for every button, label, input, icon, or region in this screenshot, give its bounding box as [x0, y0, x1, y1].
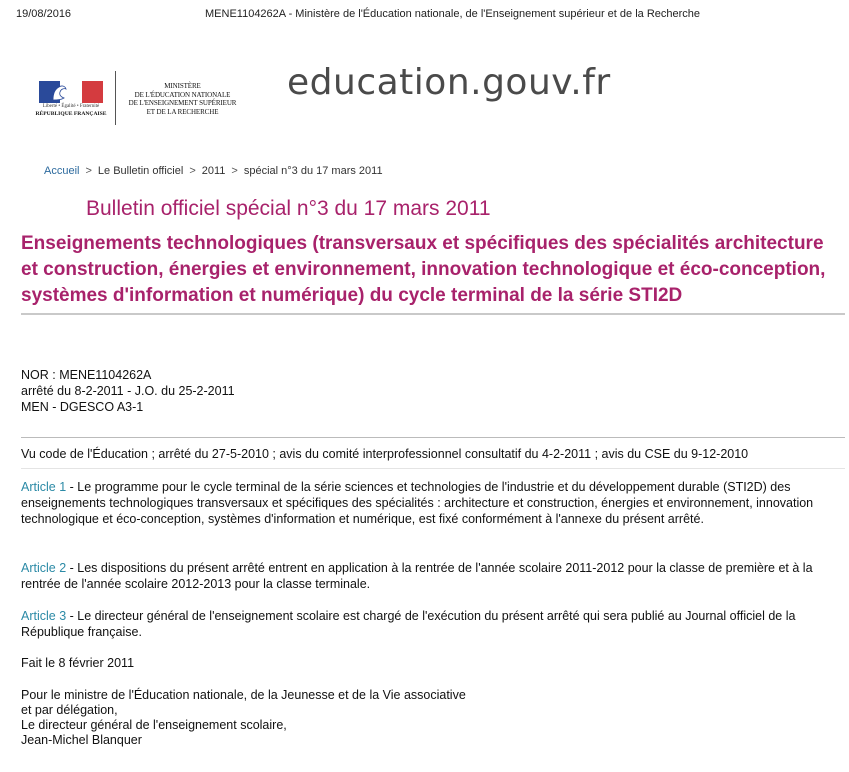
nor-block	[21, 367, 235, 415]
breadcrumb-separator: >	[231, 165, 238, 177]
page-title: Enseignements technologiques (transversaux et spécifiques des spécialités architecture et construction, énergies et environnement, innovation technologique et éco-conception, systèmes d'information et numérique) du cycle terminal de la série STI2D	[21, 231, 845, 315]
marianne-icon	[49, 82, 69, 102]
article-2-text: - Les dispositions du présent arrêté entrent en application à la rentrée de l'année scolaire 2011-2012 pour la classe de première et à la rentrée de l'année scolaire 2012-2013 pour la classe terminale.	[21, 561, 813, 591]
nor-reference: NOR : MENE1104262A	[21, 368, 152, 382]
article-1-text: - Le programme pour le cycle terminal de la série sciences et technologies de l'industrie et du développement durable (STI2D) des enseignements technologiques transversaux et spécifiques des spécialités : architecture et construction, énergies et environnement, innovation technologique et éco-conception, systèmes d'information et numérique, est fixé conformément à l'annexe du présent arrêté.	[21, 480, 814, 526]
article-3-text: - Le directeur général de l'enseignement scolaire est chargé de l'exécution du présent arrêté qui sera publié au Journal officiel de la République française.	[21, 609, 796, 639]
breadcrumb-year-link[interactable]: 2011	[201, 165, 226, 177]
ministry-logo[interactable]	[27, 71, 237, 125]
article-2-link[interactable]: Article 2	[21, 561, 67, 575]
arrete-date: arrêté du 8-2-2011 - J.O. du 25-2-2011	[21, 384, 235, 398]
article-2	[21, 560, 827, 592]
republique-francaise-label: RÉPUBLIQUE FRANÇAISE	[35, 111, 107, 117]
marianne-logo-block	[27, 71, 116, 125]
republic-motto: Liberté • Égalité • Fraternité	[42, 104, 100, 109]
article-3-link[interactable]: Article 3	[21, 609, 67, 623]
breadcrumb-separator: >	[85, 165, 92, 177]
signature-date: Fait le 8 février 2011	[21, 656, 135, 670]
breadcrumb-separator: >	[189, 165, 196, 177]
breadcrumb	[44, 165, 383, 177]
signature-line-delegation: et par délégation,	[21, 703, 118, 717]
signature-line-title: Le directeur général de l'enseignement scolaire,	[21, 718, 287, 732]
signatory-name: Jean-Michel Blanquer	[21, 733, 142, 747]
article-1-link[interactable]: Article 1	[21, 480, 67, 494]
ministry-name: MINISTÈRE DE L'ÉDUCATION NATIONALE DE L'ENSEIGNEMENT SUPÉRIEUR ET DE LA RECHERCHE	[128, 82, 237, 116]
bulletin-title: Bulletin officiel spécial n°3 du 17 mars 2011	[86, 197, 491, 220]
article-3	[21, 608, 827, 640]
breadcrumb-current: spécial n°3 du 17 mars 2011	[243, 165, 383, 177]
article-1	[21, 479, 827, 527]
print-date: 19/08/2016	[16, 8, 72, 20]
visas: Vu code de l'Éducation ; arrêté du 27-5-2010 ; avis du comité interprofessionnel consultatif du 4-2-2011 ; avis du CSE du 9-12-2010	[21, 437, 845, 470]
signature-line-minister: Pour le ministre de l'Éducation nationale, de la Jeunesse et de la Vie associative	[21, 688, 466, 702]
print-reference: MENE1104262A - Ministère de l'Éducation nationale, de l'Enseignement supérieur et de la Recherche	[205, 8, 701, 20]
breadcrumb-home-link[interactable]: Accueil	[44, 165, 80, 177]
issuing-service: MEN - DGESCO A3-1	[21, 400, 144, 414]
breadcrumb-bulletin-link[interactable]: Le Bulletin officiel	[97, 165, 184, 177]
site-name[interactable]: education.gouv.fr	[287, 62, 611, 103]
divider	[21, 468, 845, 469]
signature-block	[21, 688, 466, 748]
